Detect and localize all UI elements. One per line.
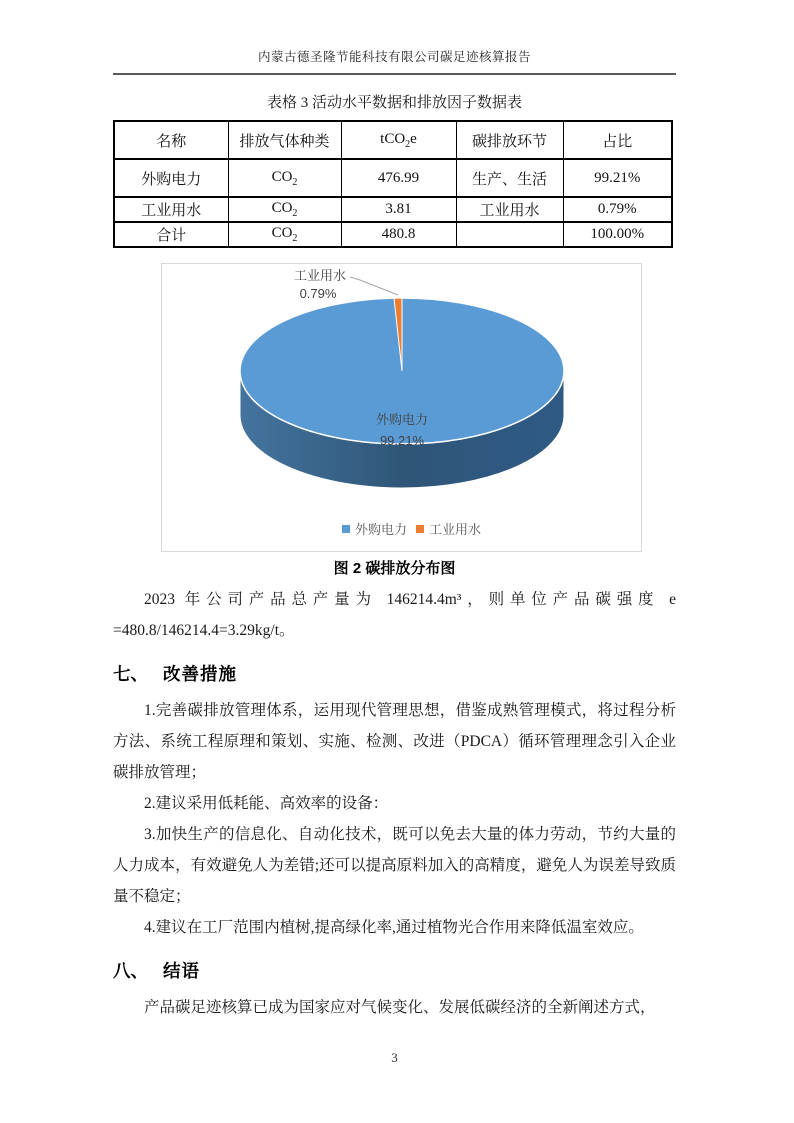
improvement-item-2: 2.建议采用低耗能、高效率的设备： — [144, 795, 389, 812]
cell-gas — [228, 159, 341, 197]
slice-label-electricity: 外购电力 — [375, 412, 429, 427]
gas-base: CO — [271, 200, 293, 216]
cell-gas — [228, 222, 341, 247]
section-number: 七、 — [113, 664, 148, 684]
production-paragraph — [113, 584, 676, 646]
table-row-total — [114, 222, 672, 247]
col-header-share: 占比 — [563, 121, 672, 159]
section-heading-improvement — [113, 661, 676, 686]
section-title: 改善措施 — [163, 664, 237, 684]
gas-subscript: 2 — [292, 208, 298, 219]
page-number: 3 — [391, 1050, 398, 1065]
section-title: 结语 — [163, 961, 200, 981]
production-line-1: 2023 年公司产品总产量为 146214.4m³，则单位产品碳强度 e — [144, 591, 676, 608]
gas-base: CO — [271, 225, 293, 241]
pie-chart — [161, 263, 642, 552]
cell-stage: 生产、生活 — [456, 159, 563, 197]
table-row — [114, 159, 672, 197]
legend-label-water: 工业用水 — [429, 522, 482, 537]
cell-stage — [456, 222, 563, 247]
table-title: 表格 3 活动水平数据和排放因子数据表 — [266, 95, 522, 111]
header-title: 内蒙古德圣隆节能科技有限公司碳足迹核算报告 — [257, 50, 531, 64]
tco2e-base: tCO — [380, 130, 406, 147]
page-header — [113, 47, 676, 75]
callout-leader-line — [350, 277, 398, 295]
col-header-gas: 排放气体种类 — [228, 121, 341, 159]
col-header-stage: 碳排放环节 — [456, 121, 563, 159]
pie-chart-svg — [162, 264, 641, 551]
callout-label: 工业用水 — [293, 268, 347, 283]
production-line-2: =480.8/146214.4=3.29kg/t。 — [113, 622, 295, 639]
improvement-item-3: 3.加快生产的信息化、自动化技术，既可以免去大量的体力劳动，节约大量的人力成本，有效避免人为差错;还可以提高原料加入的高精度，避免人为误差导致质量不稳定； — [113, 826, 676, 905]
table-header-row — [114, 121, 672, 159]
emission-data-table — [113, 120, 673, 248]
callout-percent: 0.79% — [299, 286, 337, 301]
cell-name: 外购电力 — [114, 159, 228, 197]
gas-subscript: 2 — [292, 176, 298, 188]
cell-share: 0.79% — [563, 197, 672, 222]
cell-tco2e: 480.8 — [341, 222, 456, 247]
cell-share: 100.00% — [563, 222, 672, 247]
slice-percent-electricity: 99.21% — [379, 433, 425, 448]
cell-name: 合计 — [114, 222, 228, 247]
figure-caption: 图 2 碳排放分布图 — [333, 560, 456, 577]
legend-swatch-water — [416, 525, 424, 533]
improvement-item-4: 4.建议在工厂范围内植树,提高绿化率,通过植物光合作用来降低温室效应。 — [144, 919, 644, 936]
legend-label-electricity: 外购电力 — [355, 522, 408, 537]
gas-subscript: 2 — [292, 233, 298, 244]
cell-tco2e: 476.99 — [341, 159, 456, 197]
cell-tco2e: 3.81 — [341, 197, 456, 222]
cell-gas — [228, 197, 341, 222]
col-header-tco2e — [341, 121, 456, 159]
legend-swatch-electricity — [342, 525, 350, 533]
cell-share: 99.21% — [563, 159, 672, 197]
gas-base: CO — [271, 168, 293, 185]
section-heading-conclusion — [113, 958, 676, 983]
section-number: 八、 — [113, 961, 148, 981]
cell-stage: 工业用水 — [456, 197, 563, 222]
table-row — [114, 197, 672, 222]
improvement-item-1: 1.完善碳排放管理体系，运用现代管理思想，借鉴成熟管理模式，将过程分析方法、系统工程原理和策划、实施、检测、改进（PDCA）循环管理理念引入企业碳排放管理； — [113, 702, 676, 781]
conclusion-paragraph: 产品碳足迹核算已成为国家应对气候变化、发展低碳经济的全新阐述方式， — [144, 999, 656, 1016]
tco2e-subscript: 2 — [405, 138, 411, 150]
cell-name: 工业用水 — [114, 197, 228, 222]
tco2e-suffix: e — [410, 130, 417, 147]
col-header-name: 名称 — [114, 121, 228, 159]
